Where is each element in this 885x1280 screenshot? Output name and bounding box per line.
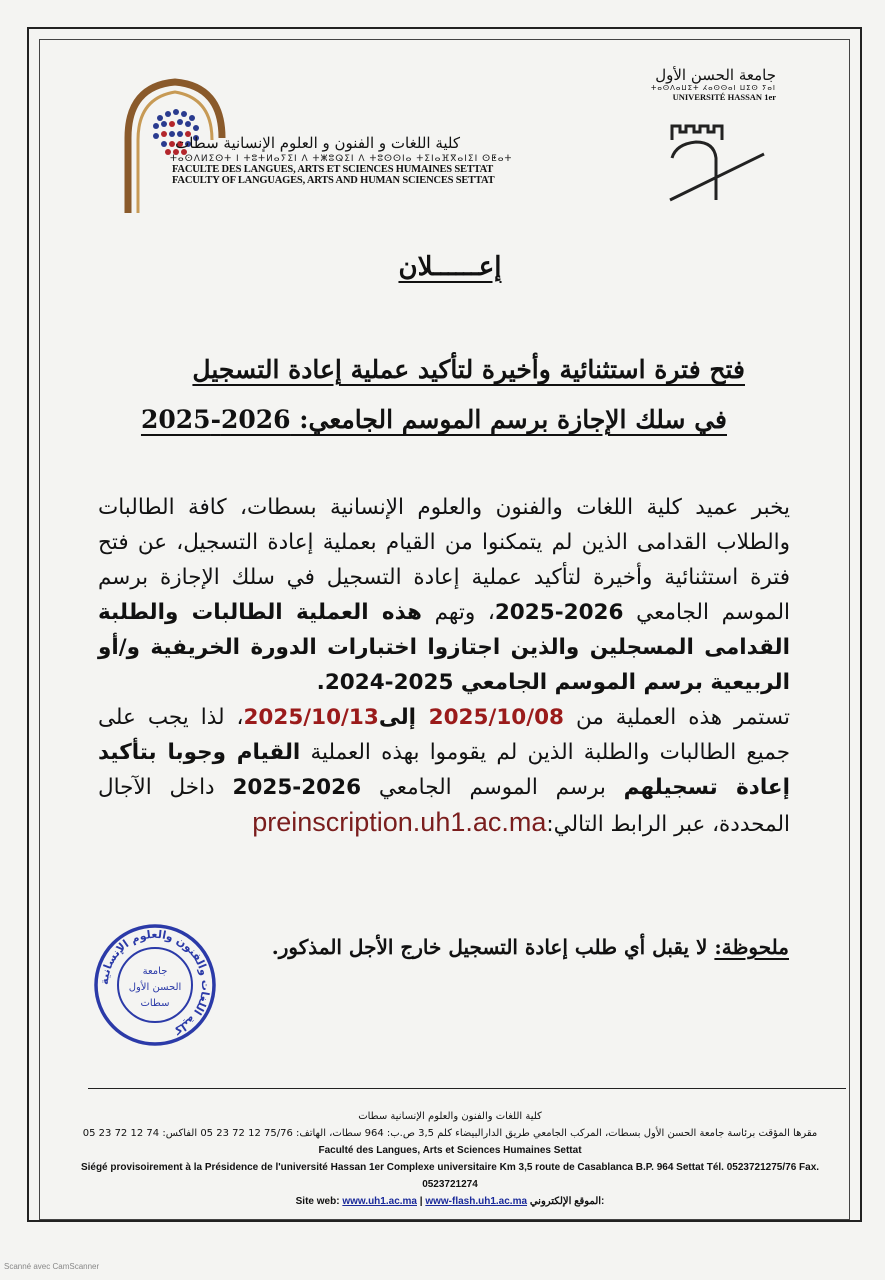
note-label: ملحوظة:	[714, 935, 789, 959]
scanner-watermark: Scanné avec CamScanner	[4, 1262, 100, 1271]
paragraph-1-bold: هذه العملية الطالبات والطلبة القدامى المسجلين والذين اجتازوا اختبارات الدورة الخريفية و/أو الربيعية برسم الموسم الجامعي 2025-2024.	[98, 600, 790, 695]
to-word: إلى	[378, 705, 429, 730]
heading-line-2: في سلك الإجازة برسم الموسم الجامعي: 2026-2025	[140, 405, 727, 434]
faculty-name-tifinagh: ⵜⴰⵙⴷⵍⵉⵙⵜ ⵏ ⵜⵓⵜⵍⴰⵢⵉⵏ ⴷ ⵜⵥⵓⵕⵉⵏ ⴷ ⵜⵓⵙⵙⵏⴰ ⵜⵉⵏⴰⴼⴳⴰⵏⵉⵏ ⵙⵟⴰⵜ	[170, 154, 513, 164]
university-name-ar: جامعة الحسن الأول	[655, 66, 776, 84]
academic-year-2: 2026-2025	[232, 775, 362, 800]
faculty-name-fr: FACULTE DES LANGUES, ARTS ET SCIENCES HUMAINES SETTAT	[172, 164, 494, 175]
note	[272, 935, 789, 959]
paragraph-2-mid: برسم الموسم الجامعي	[361, 775, 624, 800]
university-name-fr: UNIVERSITÉ HASSAN 1er	[672, 92, 776, 102]
university-tower-icon	[666, 118, 766, 218]
paragraph-2	[98, 700, 790, 842]
footer-address-fr: Siégé provisoirement à la Présidence de l'université Hassan 1er Complexe universitaire Km 3,5 route de Casablanca B.P. 964 Settat Tél. 0523721275/76 Fax. 0523721274	[80, 1162, 820, 1190]
announcement-body	[98, 490, 790, 842]
heading-line-1: فتح فترة استثنائية وأخيرة لتأكيد عملية إعادة التسجيل	[192, 355, 745, 384]
paragraph-1-text: يخبر عميد كلية اللغات والفنون والعلوم الإنسانية بسطات، كافة الطالبات والطلاب القدامى الذين لم يتمكنوا من القيام بعملية إعادة التسجيل، عن فتح فترة استثنائية وأخيرة لتأكيد عملية إعادة التسجيل في سلك الإجازة برسم الموسم الجامعي	[98, 495, 790, 625]
footer-sites	[70, 1193, 830, 1210]
faculty-logo	[120, 78, 513, 218]
preinscription-link[interactable]: preinscription.uh1.ac.ma	[252, 807, 547, 837]
site-separator: |	[416, 1196, 426, 1207]
paragraph-1-sep: ، وتهم	[421, 600, 495, 625]
announcement-title: إعــــــلان	[398, 252, 502, 282]
university-name-tifinagh: ⵜⴰⵙⴷⴰⵡⵉⵜ ⵃⴰⵙⵙⴰⵏ ⵡⵉⵙ ⵢⴰⵏ	[650, 84, 776, 92]
site-label: Site web:	[295, 1196, 340, 1207]
stamp-line-2: الحسن الأول	[128, 982, 182, 993]
note-text: لا يقبل أي طلب إعادة التسجيل خارج الأجل المذكور.	[271, 935, 715, 959]
paragraph-2-start: تستمر هذه العملية من	[564, 705, 790, 730]
university-logo	[636, 66, 776, 226]
stamp-line-3: سطات	[140, 998, 170, 1009]
stamp-outer-text: كلية اللغات والفنون والعلوم الإنسانية	[97, 927, 213, 1038]
footer-faculty-ar: كلية اللغات والفنون والعلوم الإنسانية سطات	[358, 1111, 542, 1122]
paragraph-2-end: داخل الآجال المحددة، عبر الرابط التالي:	[98, 775, 790, 837]
faculty-name-en: FACULTY OF LANGUAGES, ARTS AND HUMAN SCIENCES SETTAT	[172, 175, 495, 186]
academic-year: 2026-2025	[494, 600, 624, 625]
site-link-2[interactable]: www-flash.uh1.ac.ma	[425, 1196, 528, 1207]
site-link-1[interactable]: www.uh1.ac.ma	[342, 1196, 417, 1207]
footer-faculty-fr: Faculté des Langues, Arts et Sciences Humaines Settat	[318, 1145, 582, 1156]
paragraph-1	[98, 490, 790, 700]
stamp-line-1: جامعة	[142, 966, 168, 977]
paragraph-2-bold: القيام وجوبا بتأكيد إعادة تسجيلهم	[98, 740, 790, 800]
footer	[70, 1108, 830, 1210]
date-from: 2025/10/08	[428, 705, 565, 730]
official-stamp-icon	[92, 922, 218, 1048]
site-label-ar: الموقع الإلكتروني:	[527, 1196, 605, 1207]
footer-divider	[88, 1088, 846, 1089]
paragraph-2-text: ، لذا يجب على جميع الطالبات والطلبة الذين لم يقوموا بهذه العملية	[98, 705, 790, 765]
faculty-name-ar: كلية اللغات و الفنون و العلوم الإنسانية سطات	[175, 134, 460, 152]
date-to: 2025/10/13	[243, 705, 379, 730]
footer-address-ar: مقرها المؤقت برئاسة جامعة الحسن الأول بسطات، المركب الجامعي طريق الدارالبيضاء كلم 3,5 ص.ب: 964 سطات، الهاتف: 75/76 12 72 23 05 الفاكس: 74 12 72 23 05	[82, 1128, 818, 1139]
